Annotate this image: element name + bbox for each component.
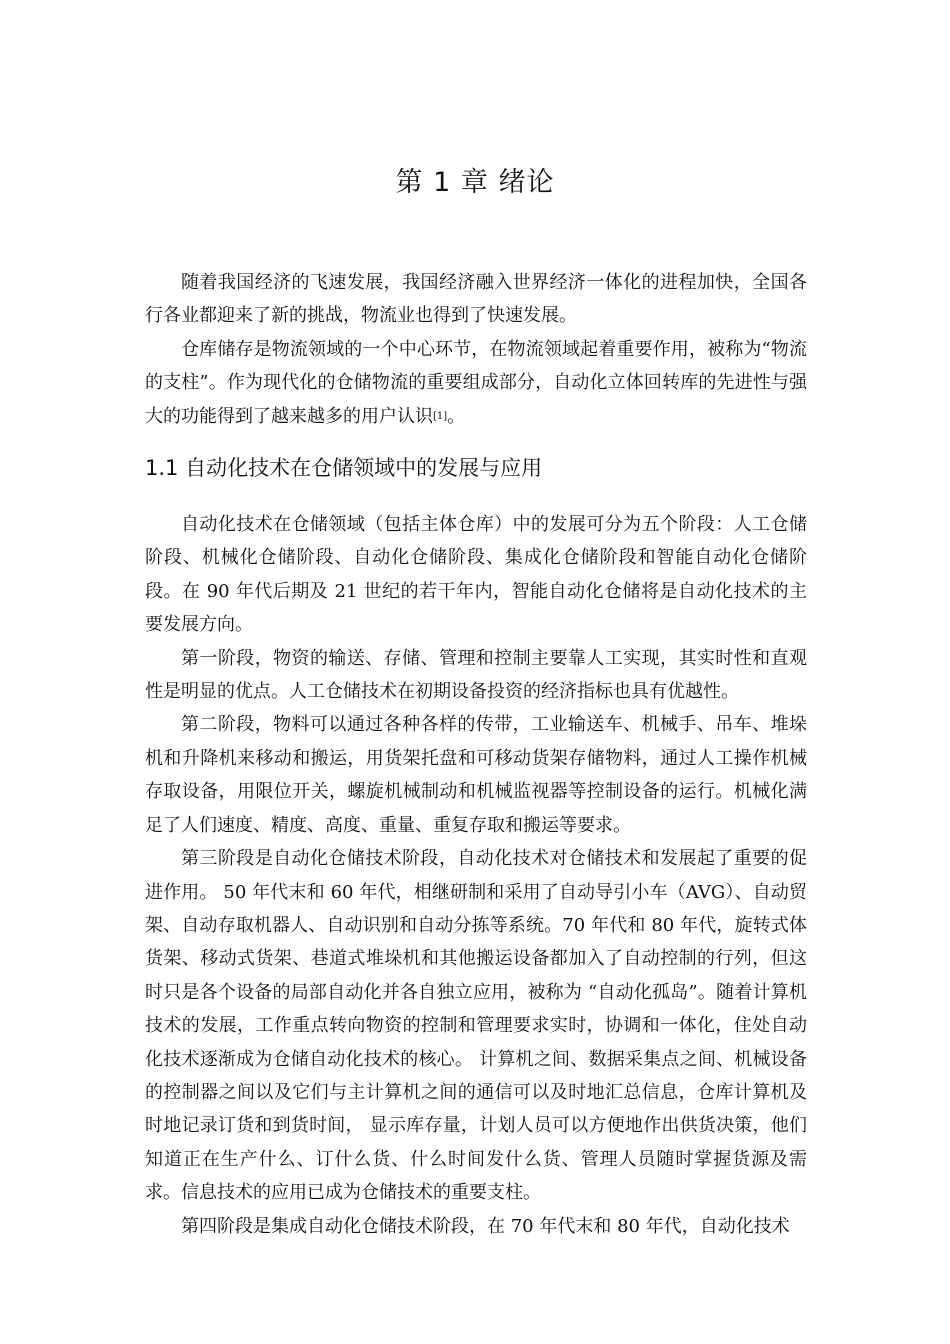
intro-paragraph-2 xyxy=(145,333,807,433)
citation-marker[interactable]: [1] xyxy=(433,410,448,422)
intro-paragraph-2-end: 。 xyxy=(447,405,466,427)
section-title: 1.1 自动化技术在仓储领域中的发展与应用 xyxy=(145,456,543,481)
chapter-title: 第 1 章 绪论 xyxy=(395,167,555,198)
intro-paragraph-2-text: 仓库储存是物流领域的一个中心环节，在物流领域起着重要作用，被称为“物流的支柱”。作为现代化的仓储物流的重要组成部分，自动化立体回转库的先进性与强大的功能得到了越来越多的用户认识 xyxy=(145,338,807,427)
section-paragraph: 第四阶段是集成自动化仓储技术阶段，在 70 年代末和 80 年代，自动化技术 xyxy=(181,1215,790,1237)
intro-paragraph-1: 随着我国经济的飞速发展，我国经济融入世界经济一体化的进程加快，全国各行各业都迎来了新的挑战，物流业也得到了快速发展。 xyxy=(145,272,807,327)
section-paragraph: 第一阶段，物资的输送、存储、管理和控制主要靠人工实现，其实时性和直观性是明显的优点。人工仓储技术在初期设备投资的经济指标也具有优越性。 xyxy=(145,647,807,703)
section-paragraph: 自动化技术在仓储领域（包括主体仓库）中的发展可分为五个阶段：人工仓储阶段、机械化仓储阶段、自动化仓储阶段、集成化仓储阶段和智能自动化仓储阶段。在 90 年代后期及 21 世纪的若干年内，智能自动化仓储将是自动化技术的主要发展方向。 xyxy=(145,514,807,636)
body-content xyxy=(145,266,807,1243)
section-paragraph: 第二阶段，物料可以通过各种各样的传带，工业输送车、机械手、吊车、堆垛机和升降机来移动和搬运，用货架托盘和可移动货架存储物料，通过人工操作机械存取设备，用限位开关，螺旋机械制动和机械监视器等控制设备的运行。机械化满足了人们速度、精度、高度、重量、重复存取和搬运等要求。 xyxy=(145,714,807,836)
section-paragraph: 第三阶段是自动化仓储技术阶段，自动化技术对仓储技术和发展起了重要的促进作用。 50 年代末和 60 年代，相继研制和采用了自动导引小车（AVG）、自动贸架、自动存取机器人、自动识别和自动分拣等系统。70 年代和 80 年代，旋转式体货架、移动式货架、巷道式堆垛机和其他搬运设备都加入了自动控制的行列，但这时只是各个设备的局部自动化并各自独立应用，被称为 “自动化孤岛”。随着计算机技术的发展，工作重点转向物资的控制和管理要求实时，协调和一体化，住处自动化技术逐渐成为仓储自动化技术的核心。 计算机之间、数据采集点之间、机械设备的控制器之间以及它们与主计算机之间的通信可以及时地汇总信息，仓库计算机及时地记录订货和到货时间， 显示库存量，计划人员可以方便地作出供货决策，他们知道正在生产什么、订什么货、什么时间发什么货、管理人员随时掌握货源及需求。信息技术的应用已成为仓储技术的重要支柱。 xyxy=(145,848,807,1204)
